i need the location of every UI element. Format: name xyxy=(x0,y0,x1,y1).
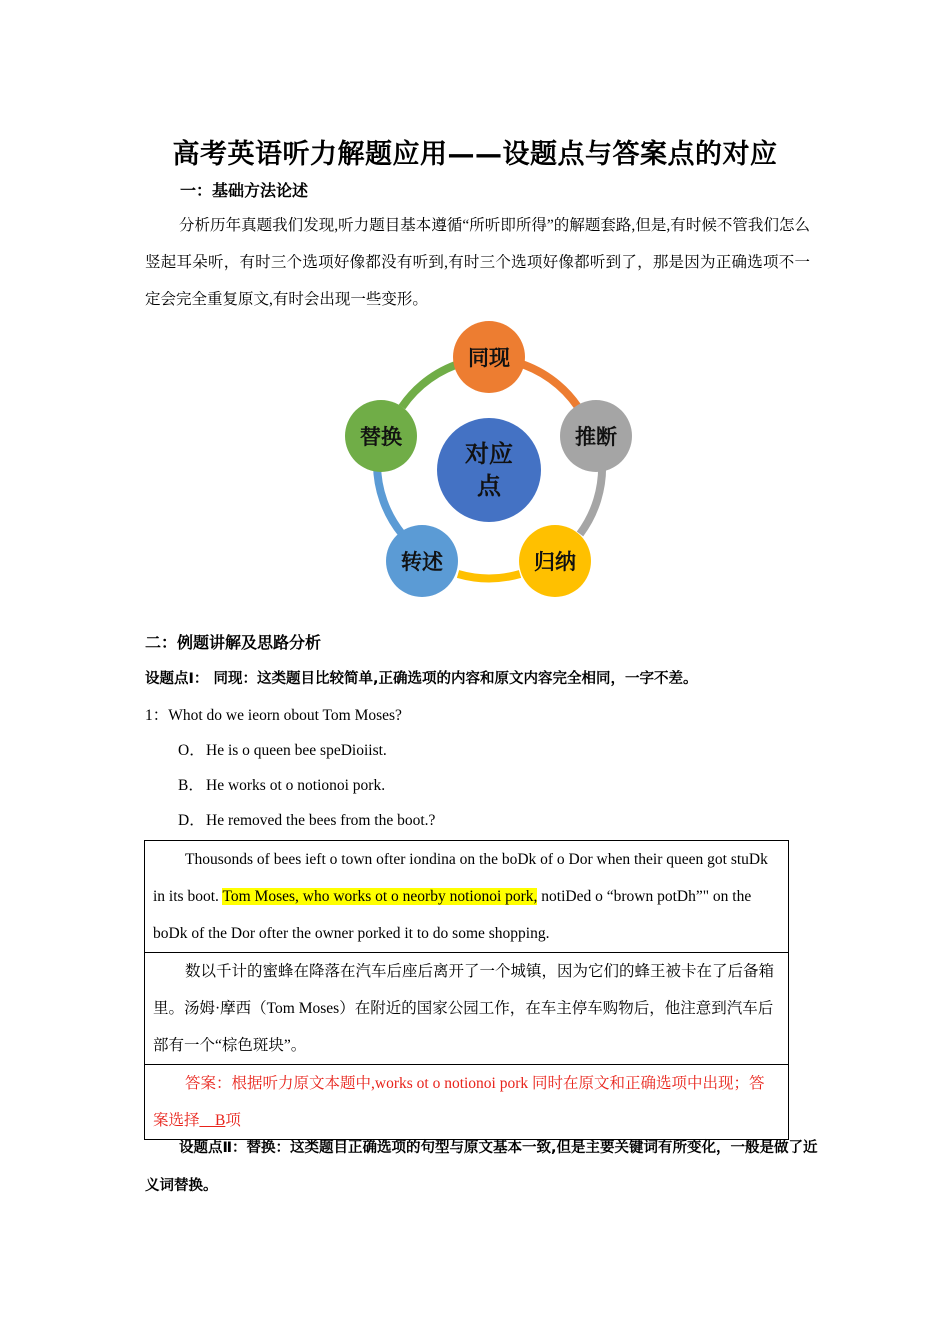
option-a-letter: O． xyxy=(178,742,205,759)
option-c-letter: D． xyxy=(178,812,205,829)
transcript-highlight: Tom Moses, who works ot o neorby notionoi pork, xyxy=(222,888,538,905)
transcript-before: Thousonds of bees ieft o town ofter iondina on the boDk of o Dor when their queen got stuDk in its boot. xyxy=(153,851,768,905)
answer-text: 答案：根据听力原文本题中,works ot o notionoi pork 同时在原文和正确选项中出现；答案选择 xyxy=(153,1075,765,1129)
option-c-text: He removed the bees from the boot.? xyxy=(206,812,436,829)
center-label-1: 对应 xyxy=(465,440,513,468)
center-label-2: 点 xyxy=(477,472,501,500)
question-text: 1：Whot do we ieorn obout Tom Moses? xyxy=(145,707,402,724)
option-a-text: He is o queen bee speDioiist. xyxy=(206,742,387,759)
translation-cell xyxy=(145,953,789,1065)
option-c xyxy=(178,808,435,830)
option-b-text: He works ot o notionoi pork. xyxy=(206,777,386,794)
page-title: 高考英语听力解题应用——设题点与答案点的对应 xyxy=(172,139,778,170)
option-a xyxy=(178,738,387,760)
cycle-diagram xyxy=(330,312,650,612)
translation-row xyxy=(145,953,789,1065)
node-guina-label: 归纳 xyxy=(534,550,576,574)
option-b-letter: B． xyxy=(178,777,204,794)
arc-gray xyxy=(580,462,602,534)
node-tihuan-label: 替换 xyxy=(360,425,402,449)
section1-paragraph: 分析历年真题我们发现,听力题目基本遵循“所听即所得”的解题套路,但是,有时候不管我们怎么竖起耳朵听，有时三个选项好像都没有听到,有时三个选项好像都听到了，那是因为正确选项不一定会完全重复原文,有时会出现一些变形。 xyxy=(145,217,810,308)
answer-blank: __B xyxy=(199,1112,226,1129)
arc-blue xyxy=(377,464,402,534)
transcript-table xyxy=(144,840,789,1140)
section2-heading: 二：例题讲解及思路分析 xyxy=(145,633,322,652)
node-zhuanshu-label: 转述 xyxy=(401,550,443,574)
center-circle xyxy=(437,418,541,522)
answer-end: 项 xyxy=(225,1112,241,1129)
transcript-after: notiDed o “brown potDh”" on the boDk of the Dor ofter the owner porked it to do some shopping. xyxy=(153,888,752,942)
node-tuiduan-label: 推断 xyxy=(575,425,617,449)
point1-text: 设题点Ⅰ： 同现：这类题目比较简单,正确选项的内容和原文内容完全相同，一字不差。 xyxy=(145,671,698,687)
arc-orange xyxy=(515,362,578,407)
node-tongxian-label: 同现 xyxy=(468,346,510,370)
transcript-row xyxy=(145,841,789,953)
arc-yellow xyxy=(458,574,520,578)
option-b xyxy=(178,773,385,795)
point2-text: 设题点Ⅱ：替换：这类题目正确选项的句型与原文基本一致,但是主要关键词有所变化，一般是做了近义词替换。 xyxy=(145,1140,818,1194)
section1-heading: 一：基础方法论述 xyxy=(180,181,309,200)
transcript-cell xyxy=(145,841,789,953)
translation-text: 数以千计的蜜蜂在降落在汽车后座后离开了一个城镇，因为它们的蜂王被卡在了后备箱里。汤姆·摩西（Tom Moses）在附近的国家公园工作，在车主停车购物后，他注意到汽车后部有一个“棕色斑块”。 xyxy=(153,963,775,1054)
